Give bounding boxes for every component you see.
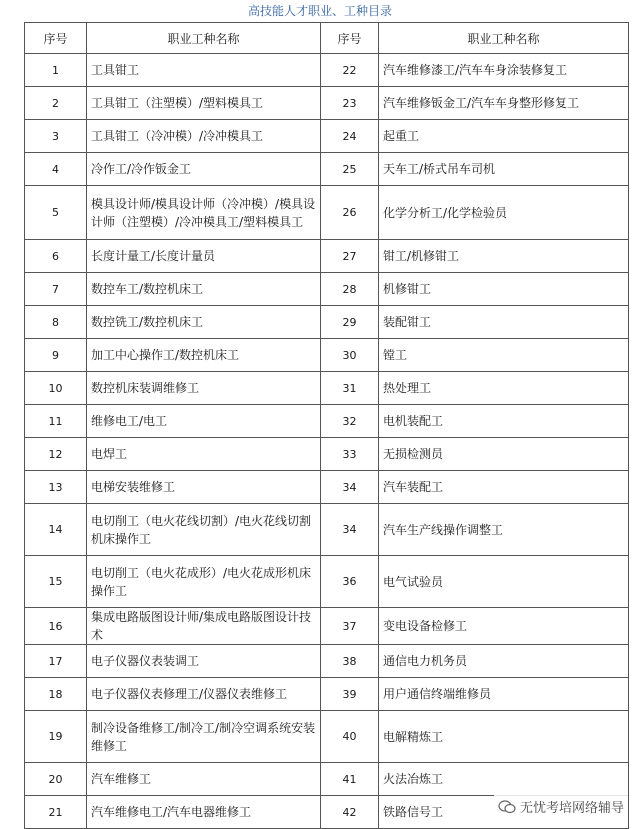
row-seq-right: 34 (321, 504, 379, 556)
watermark (494, 795, 628, 818)
row-name-right: 用户通信终端维修员 (379, 678, 629, 711)
row-seq-left: 6 (25, 240, 87, 273)
table-row (25, 186, 629, 240)
row-seq-left: 20 (25, 763, 87, 796)
row-name-right: 天车工/桥式吊车司机 (379, 153, 629, 186)
row-seq-right: 30 (321, 339, 379, 372)
row-seq-left: 13 (25, 471, 87, 504)
table-row (25, 87, 629, 120)
row-name-left: 集成电路版图设计师/集成电路版图设计技术 (87, 608, 321, 645)
row-name-left: 工具钳工（注塑模）/塑料模具工 (87, 87, 321, 120)
table-row (25, 556, 629, 608)
row-name-left: 制冷设备维修工/制冷工/制冷空调系统安装维修工 (87, 711, 321, 763)
row-name-left: 工具钳工（冷冲模）/冷冲模具工 (87, 120, 321, 153)
row-seq-right: 39 (321, 678, 379, 711)
row-seq-left: 9 (25, 339, 87, 372)
page-title: 高技能人才职业、工种目录 (247, 4, 392, 18)
row-name-left: 冷作工/冷作钣金工 (87, 153, 321, 186)
row-seq-left: 21 (25, 796, 87, 829)
row-name-left: 加工中心操作工/数控机床工 (87, 339, 321, 372)
table-row (25, 339, 629, 372)
row-name-left: 汽车维修电工/汽车电器维修工 (87, 796, 321, 829)
row-name-right: 热处理工 (379, 372, 629, 405)
row-seq-right: 34 (321, 471, 379, 504)
row-seq-left: 11 (25, 405, 87, 438)
row-seq-left: 8 (25, 306, 87, 339)
header-seq-right: 序号 (321, 23, 379, 54)
row-name-right: 镗工 (379, 339, 629, 372)
row-name-left: 电子仪器仪表装调工 (87, 645, 321, 678)
header-name-left: 职业工种名称 (87, 23, 321, 54)
row-seq-right: 24 (321, 120, 379, 153)
table-row (25, 608, 629, 645)
row-seq-right: 38 (321, 645, 379, 678)
row-seq-right: 32 (321, 405, 379, 438)
header-name-right: 职业工种名称 (379, 23, 629, 54)
table-row (25, 120, 629, 153)
header-seq-left: 序号 (25, 23, 87, 54)
table-row (25, 306, 629, 339)
row-seq-right: 41 (321, 763, 379, 796)
table-row (25, 372, 629, 405)
row-name-left: 电子仪器仪表修理工/仪器仪表维修工 (87, 678, 321, 711)
row-name-right: 起重工 (379, 120, 629, 153)
row-seq-right: 40 (321, 711, 379, 763)
row-name-right: 电机装配工 (379, 405, 629, 438)
table-row (25, 54, 629, 87)
occupation-table (24, 22, 629, 829)
row-seq-right: 23 (321, 87, 379, 120)
row-name-right: 装配钳工 (379, 306, 629, 339)
row-name-left: 维修电工/电工 (87, 405, 321, 438)
row-seq-right: 25 (321, 153, 379, 186)
table-row (25, 240, 629, 273)
row-seq-right: 36 (321, 556, 379, 608)
row-seq-right: 31 (321, 372, 379, 405)
watermark-text: 无忧考培网络辅导 (519, 801, 624, 816)
row-seq-left: 18 (25, 678, 87, 711)
table-row (25, 678, 629, 711)
row-seq-right: 42 (321, 796, 379, 829)
table-row (25, 763, 629, 796)
table-row (25, 405, 629, 438)
row-name-right: 变电设备检修工 (379, 608, 629, 645)
table-row (25, 645, 629, 678)
table-row (25, 471, 629, 504)
row-seq-left: 17 (25, 645, 87, 678)
row-seq-left: 7 (25, 273, 87, 306)
table-row (25, 273, 629, 306)
row-name-right: 电解精炼工 (379, 711, 629, 763)
row-seq-left: 5 (25, 186, 87, 240)
row-seq-left: 4 (25, 153, 87, 186)
row-name-left: 模具设计师/模具设计师（冷冲模）/模具设计师（注塑模）/冷冲模具工/塑料模具工 (87, 186, 321, 240)
row-seq-left: 3 (25, 120, 87, 153)
row-name-right: 通信电力机务员 (379, 645, 629, 678)
row-name-left: 工具钳工 (87, 54, 321, 87)
row-name-left: 数控机床装调维修工 (87, 372, 321, 405)
row-seq-right: 29 (321, 306, 379, 339)
row-name-right: 汽车维修钣金工/汽车车身整形修复工 (379, 87, 629, 120)
row-seq-left: 12 (25, 438, 87, 471)
row-name-left: 电切削工（电火花成形）/电火花成形机床操作工 (87, 556, 321, 608)
table-header-row (25, 23, 629, 54)
wechat-icon (498, 800, 516, 814)
row-name-right: 铁路信号工 (379, 796, 629, 829)
row-seq-left: 1 (25, 54, 87, 87)
table-row (25, 711, 629, 763)
row-name-right: 汽车维修漆工/汽车车身涂装修复工 (379, 54, 629, 87)
row-seq-left: 10 (25, 372, 87, 405)
row-seq-left: 15 (25, 556, 87, 608)
row-name-right: 机修钳工 (379, 273, 629, 306)
row-seq-left: 2 (25, 87, 87, 120)
row-name-right: 汽车装配工 (379, 471, 629, 504)
row-seq-right: 26 (321, 186, 379, 240)
row-name-right: 化学分析工/化学检验员 (379, 186, 629, 240)
row-seq-left: 14 (25, 504, 87, 556)
row-seq-right: 37 (321, 608, 379, 645)
table-row (25, 504, 629, 556)
row-seq-left: 16 (25, 608, 87, 645)
row-seq-right: 27 (321, 240, 379, 273)
row-name-right: 电气试验员 (379, 556, 629, 608)
table-row (25, 438, 629, 471)
table-row (25, 153, 629, 186)
row-seq-left: 19 (25, 711, 87, 763)
row-name-right: 无损检测员 (379, 438, 629, 471)
row-name-left: 电焊工 (87, 438, 321, 471)
row-seq-right: 28 (321, 273, 379, 306)
row-name-right: 汽车生产线操作调整工 (379, 504, 629, 556)
row-name-left: 数控铣工/数控机床工 (87, 306, 321, 339)
row-name-left: 电切削工（电火花线切割）/电火花线切割机床操作工 (87, 504, 321, 556)
row-name-left: 电梯安装维修工 (87, 471, 321, 504)
row-name-right: 钳工/机修钳工 (379, 240, 629, 273)
row-name-left: 汽车维修工 (87, 763, 321, 796)
row-name-left: 长度计量工/长度计量员 (87, 240, 321, 273)
row-seq-right: 22 (321, 54, 379, 87)
row-name-left: 数控车工/数控机床工 (87, 273, 321, 306)
row-seq-right: 33 (321, 438, 379, 471)
row-name-right: 火法冶炼工 (379, 763, 629, 796)
